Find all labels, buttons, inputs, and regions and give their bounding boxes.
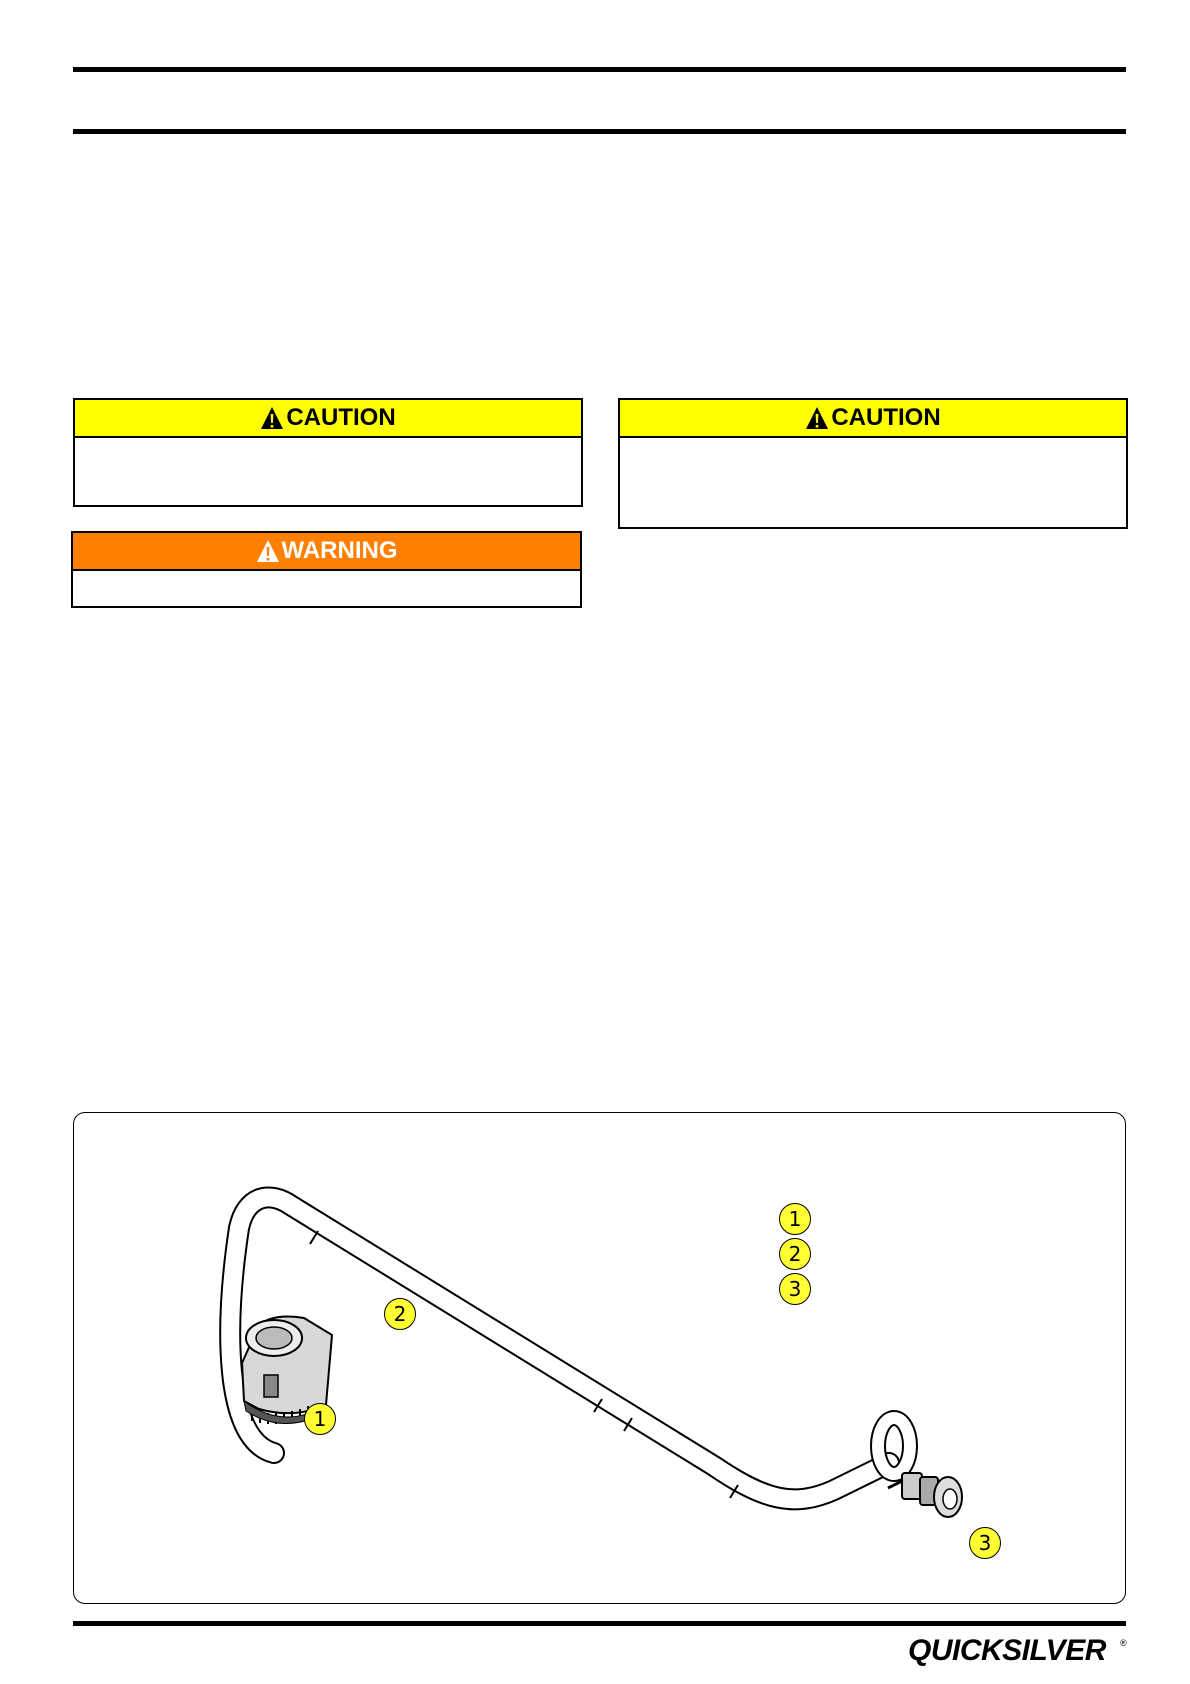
installation-figure (73, 1112, 1126, 1604)
part-callout-2: 2 (384, 1298, 416, 1330)
warning-triangle-icon (805, 406, 829, 430)
pump-hose-illustration (74, 1113, 1124, 1602)
caution-header (75, 400, 581, 438)
brand-name: QUICKSILVER (908, 1634, 1106, 1667)
legend-callout-2: 2 (779, 1238, 811, 1270)
header-rule-bottom (73, 129, 1126, 134)
caution-label: CAUTION (286, 404, 396, 431)
quicksilver-logo (908, 1630, 1128, 1674)
legend-callout-1: 1 (779, 1203, 811, 1235)
footer-rule (73, 1621, 1126, 1626)
warning-triangle-icon (256, 539, 280, 563)
caution-box-left (73, 398, 583, 507)
warning-box-left (71, 531, 582, 608)
hose-bands (310, 1231, 738, 1498)
caution-header (620, 400, 1126, 438)
part-callout-1: 1 (304, 1403, 336, 1435)
registered-mark: ® (1120, 1638, 1127, 1648)
caution-box-right (618, 398, 1128, 529)
warning-label: WARNING (281, 537, 398, 564)
warning-triangle-icon (260, 406, 284, 430)
warning-header (73, 533, 580, 571)
legend-callout-3: 3 (779, 1273, 811, 1305)
caution-label: CAUTION (831, 404, 941, 431)
part-callout-3: 3 (969, 1527, 1001, 1559)
header-rule-top (73, 67, 1126, 72)
